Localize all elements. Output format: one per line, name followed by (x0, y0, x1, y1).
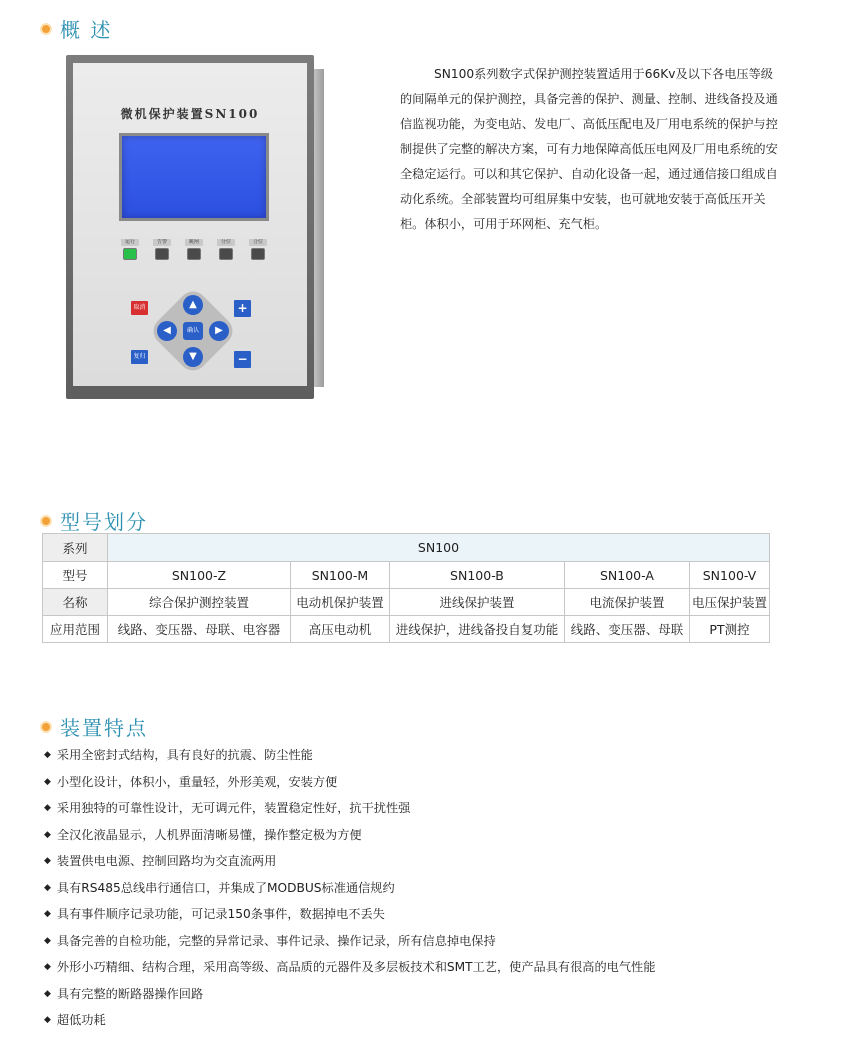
table-cell: SN100 (107, 534, 769, 562)
table-cell: 电动机保护装置 (290, 589, 389, 616)
table-cell: 进线保护，进线备投自复功能 (389, 616, 564, 643)
led-open (215, 239, 237, 260)
bullet-icon: ◆ (44, 856, 51, 866)
led-label: 分位 (217, 239, 235, 246)
device-minus-button: − (234, 351, 251, 368)
feature-text: 具备完善的自检功能，完整的异常记录、事件记录、操作记录，所有信息掉电保持 (56, 933, 496, 948)
device-frame (66, 55, 314, 399)
device-photo (66, 55, 318, 401)
features-title: 装置特点 (60, 716, 148, 740)
led-indicator-icon (187, 248, 201, 260)
bullet-icon: ◆ (44, 962, 51, 972)
led-label: 告警 (153, 239, 171, 246)
models-title: 型号划分 (60, 510, 148, 534)
row-header: 应用范围 (43, 616, 108, 643)
led-indicator-icon (155, 248, 169, 260)
row-header: 型号 (43, 562, 108, 589)
list-item (44, 954, 804, 981)
table-row (43, 534, 770, 562)
list-item (44, 981, 804, 1008)
arrow-right-icon: ▶ (209, 321, 229, 341)
row-header: 名称 (43, 589, 108, 616)
bullet-icon: ◆ (44, 829, 51, 840)
bullet-icon: ◆ (44, 1015, 51, 1025)
device-reset-button: 复归 (131, 350, 148, 364)
list-item (44, 742, 804, 769)
bullet-icon: ◆ (44, 803, 51, 813)
table-cell: 电压保护装置 (689, 589, 769, 616)
table-cell: 线路、变压器、母联 (564, 616, 689, 643)
section-dot-icon (40, 515, 52, 527)
bullet-icon: ◆ (44, 988, 51, 999)
device-ok-button: 确认 (183, 322, 203, 340)
table-cell: PT测控 (689, 616, 769, 643)
table-row (43, 589, 770, 616)
list-item (44, 1007, 804, 1034)
list-item (44, 875, 804, 902)
arrow-down-icon: ▼ (183, 347, 203, 367)
bullet-icon: ◆ (44, 935, 51, 946)
arrow-left-icon: ◀ (157, 321, 177, 341)
feature-text: 超低功耗 (56, 1013, 106, 1027)
models-header (40, 506, 148, 535)
table-cell: SN100-B (389, 562, 564, 589)
table-cell: SN100-V (689, 562, 769, 589)
device-navigation-pad (155, 293, 231, 369)
device-front-panel (73, 63, 307, 386)
table-cell: SN100-A (564, 562, 689, 589)
list-item (44, 901, 804, 928)
feature-text: 小型化设计，体积小，重量轻，外形美观，安装方便 (56, 774, 338, 789)
models-table (42, 533, 770, 643)
table-cell: SN100-M (290, 562, 389, 589)
section-dot-icon (40, 721, 52, 733)
led-run (119, 239, 141, 260)
device-plus-button: + (234, 300, 251, 317)
overview-description: SN100系列数字式保护测控装置适用于66Kv及以下各电压等级的间隔单元的保护测控，具备完善的保护、测量、控制、进线备投及通信监视功能，为变电站、发电厂、高低压配电及厂用电系统的保护与控制提供了完整的解决方案，可有力地保障高低压电网及厂用电系统的安全稳定运行。可以和其它保护、自动化设备一起，通过通信接口组成自动化系统。全部装置均可组屏集中安装，也可就地安装于高低压开关柜。体积小，可用于环网柜、充气柜。 (400, 67, 778, 231)
bullet-icon: ◆ (44, 909, 51, 919)
list-item (44, 822, 804, 849)
features-header (40, 712, 148, 741)
feature-text: 具有事件顺序记录功能，可记录150条事件，数据掉电不丢失 (56, 907, 385, 921)
led-label: 跳闸 (185, 239, 203, 246)
led-indicator-icon (123, 248, 137, 260)
feature-text: 具有RS485总线串行通信口，并集成了MODBUS标准通信规约 (56, 880, 395, 895)
device-brand-label: 微机保护装置SN100 (120, 107, 260, 121)
list-item (44, 928, 804, 955)
feature-text: 装置供电电源、控制回路均为交直流两用 (56, 854, 277, 868)
led-closed (247, 239, 269, 260)
row-header: 系列 (43, 534, 108, 562)
table-cell: 综合保护测控装置 (107, 589, 290, 616)
table-cell: SN100-Z (107, 562, 290, 589)
device-lcd-screen (119, 133, 269, 221)
feature-text: 具有完整的断路器操作回路 (56, 986, 204, 1001)
led-trip (183, 239, 205, 260)
table-cell: 进线保护装置 (389, 589, 564, 616)
led-indicator-icon (251, 248, 265, 260)
features-list (44, 742, 804, 1034)
feature-text: 采用独特的可靠性设计，无可调元件，装置稳定性好，抗干扰性强 (56, 801, 411, 815)
bullet-icon: ◆ (44, 882, 51, 893)
led-alarm (151, 239, 173, 260)
device-led-row (119, 239, 269, 260)
feature-text: 外形小巧精细、结构合理，采用高等级、高品质的元器件及多层板技术和SMT工艺，使产品具有很高的电气性能 (56, 960, 656, 974)
table-cell: 高压电动机 (290, 616, 389, 643)
overview-title: 概 述 (60, 18, 113, 42)
overview-header (40, 14, 112, 43)
list-item (44, 848, 804, 875)
led-label: 运行 (121, 239, 139, 246)
list-item (44, 795, 804, 822)
table-row (43, 616, 770, 643)
bullet-icon: ◆ (44, 750, 51, 760)
table-cell: 线路、变压器、母联、电容器 (107, 616, 290, 643)
feature-text: 采用全密封式结构，具有良好的抗震、防尘性能 (56, 748, 313, 762)
table-cell: 电流保护装置 (564, 589, 689, 616)
table-row (43, 562, 770, 589)
feature-text: 全汉化液晶显示，人机界面清晰易懂，操作整定极为方便 (56, 827, 362, 842)
list-item (44, 769, 804, 796)
device-cancel-button: 取消 (131, 301, 148, 315)
arrow-up-icon: ▲ (183, 295, 203, 315)
bullet-icon: ◆ (44, 776, 51, 787)
led-indicator-icon (219, 248, 233, 260)
section-dot-icon (40, 23, 52, 35)
led-label: 合位 (249, 239, 267, 246)
